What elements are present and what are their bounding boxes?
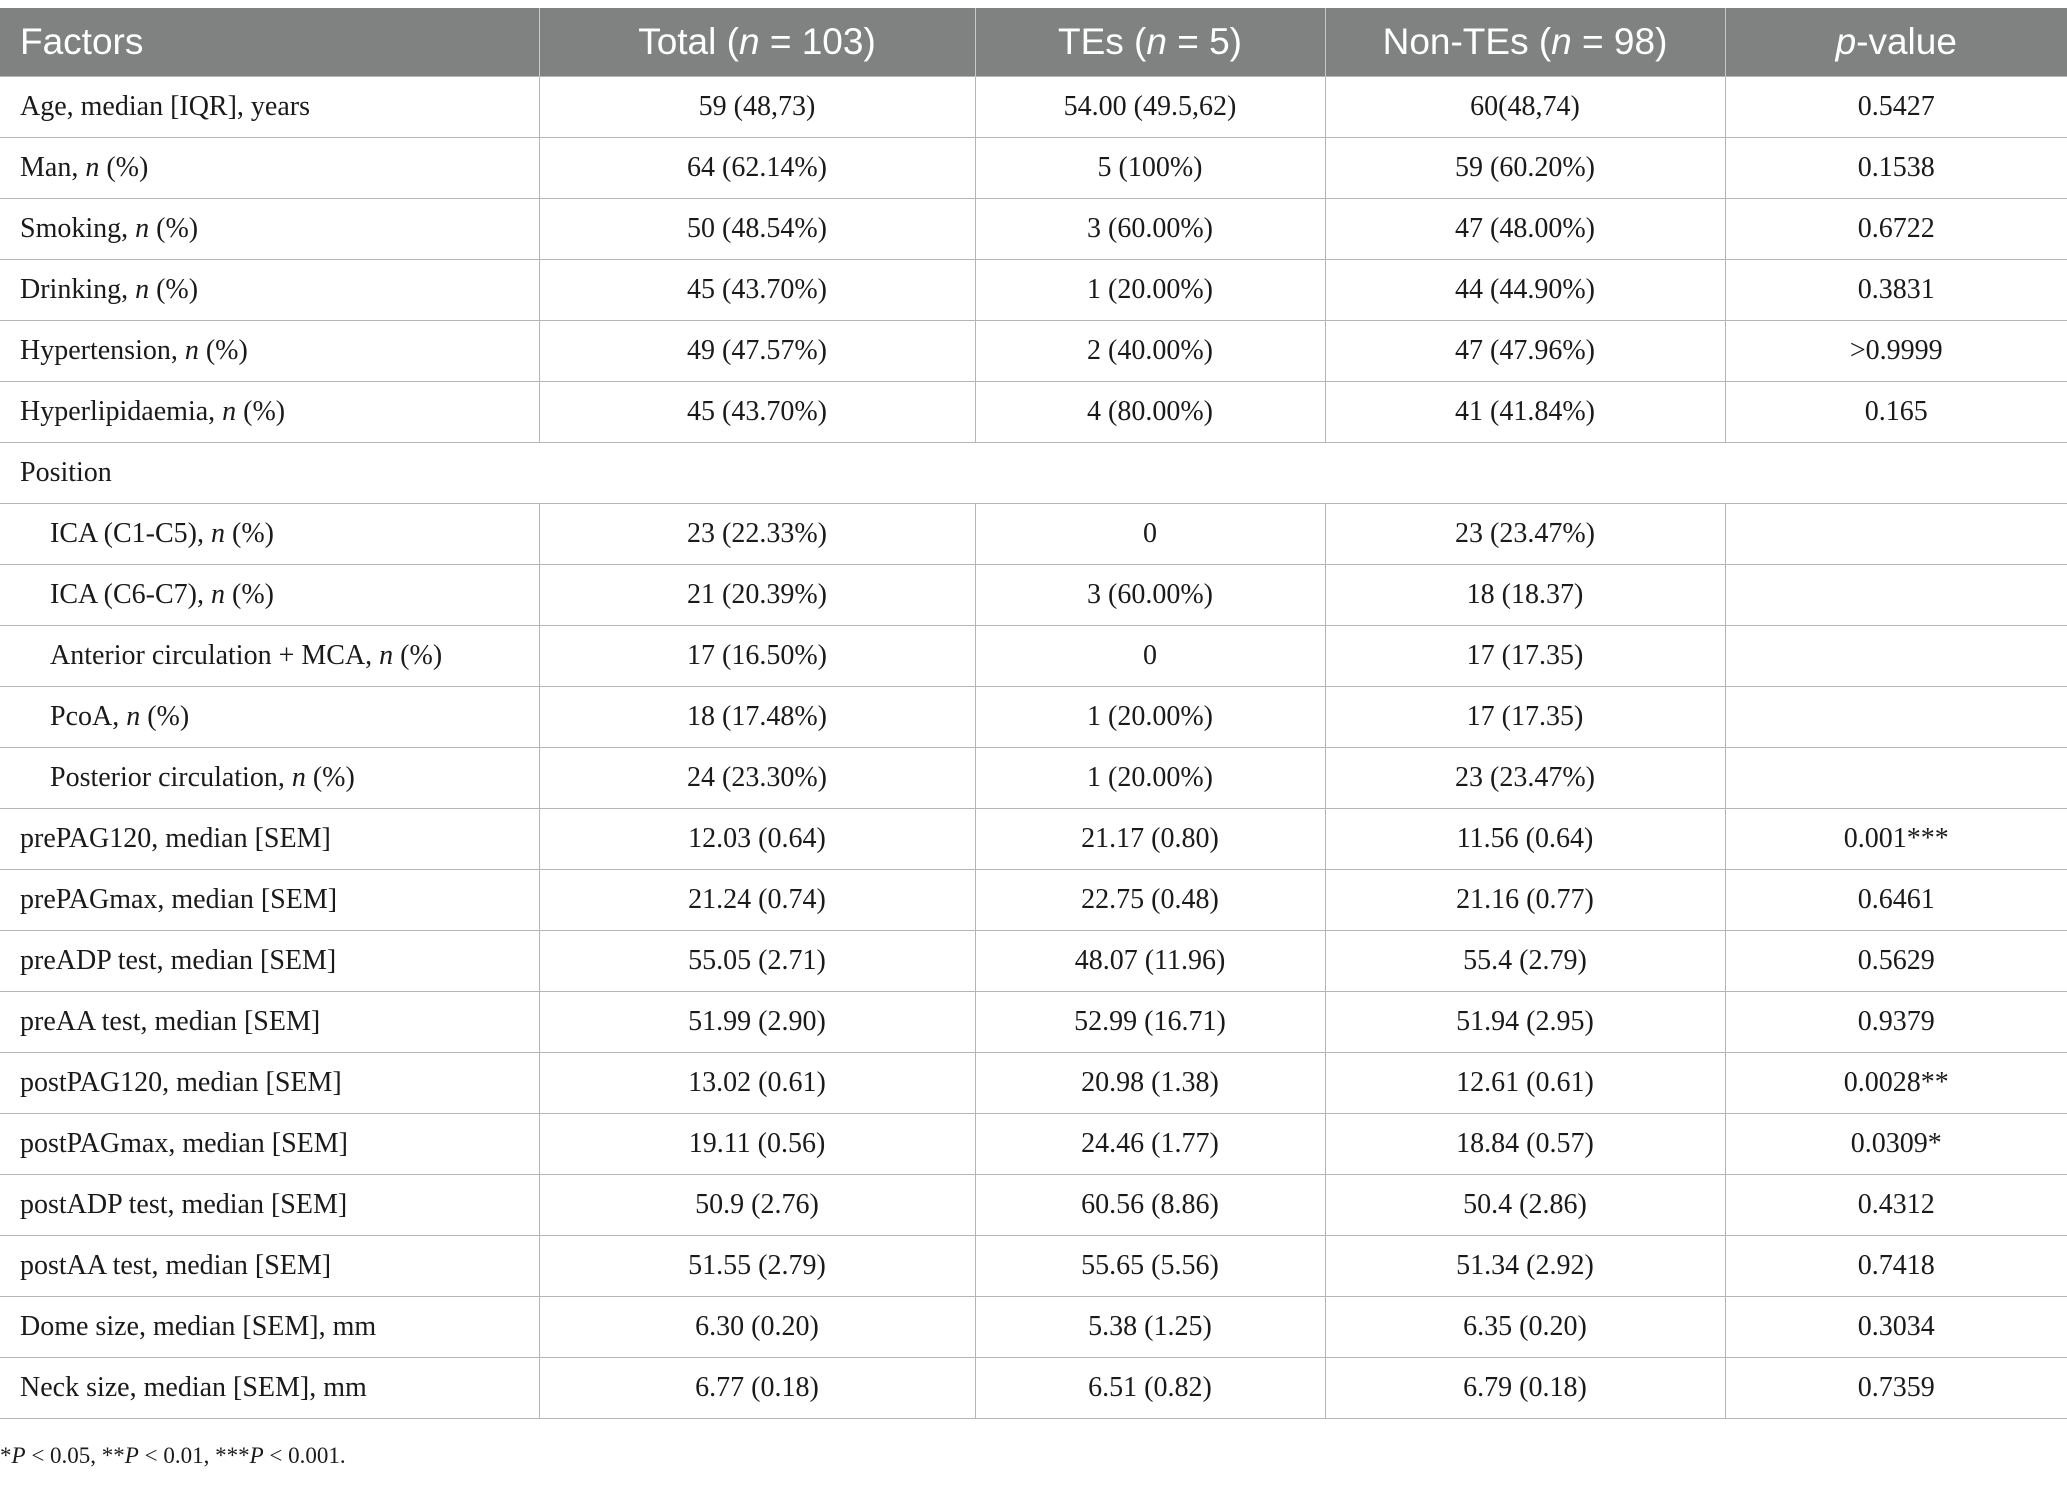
- header-row: [0, 8, 2067, 77]
- cell-tes: 3 (60.00%): [975, 199, 1325, 260]
- cell-non-tes: 59 (60.20%): [1325, 138, 1725, 199]
- cell-total: 6.77 (0.18): [539, 1358, 975, 1419]
- cell-p-value: 0.001***: [1725, 809, 2067, 870]
- cell-p-value: 0.6461: [1725, 870, 2067, 931]
- cell-tes: 52.99 (16.71): [975, 992, 1325, 1053]
- cell-p-value: 0.3831: [1725, 260, 2067, 321]
- cell-total: 12.03 (0.64): [539, 809, 975, 870]
- cell-non-tes: 41 (41.84%): [1325, 382, 1725, 443]
- cell-total: 64 (62.14%): [539, 138, 975, 199]
- cell-p-value: 0.0309*: [1725, 1114, 2067, 1175]
- row-label: Dome size, median [SEM], mm: [0, 1297, 539, 1358]
- cell-non-tes: 44 (44.90%): [1325, 260, 1725, 321]
- cell-non-tes: 12.61 (0.61): [1325, 1053, 1725, 1114]
- cell-p-value: 0.1538: [1725, 138, 2067, 199]
- row-label: ICA (C1-C5), n (%): [0, 504, 539, 565]
- table-row: [0, 138, 2067, 199]
- table-container: [0, 8, 2067, 1419]
- cell-total: 6.30 (0.20): [539, 1297, 975, 1358]
- table-row: [0, 504, 2067, 565]
- cell-total: 19.11 (0.56): [539, 1114, 975, 1175]
- table-row: [0, 809, 2067, 870]
- row-label: Hypertension, n (%): [0, 321, 539, 382]
- cell-p-value: 0.7418: [1725, 1236, 2067, 1297]
- cell-tes: 0: [975, 626, 1325, 687]
- row-label: PcoA, n (%): [0, 687, 539, 748]
- cell-total: 49 (47.57%): [539, 321, 975, 382]
- row-label: postADP test, median [SEM]: [0, 1175, 539, 1236]
- cell-tes: 20.98 (1.38): [975, 1053, 1325, 1114]
- row-label: prePAGmax, median [SEM]: [0, 870, 539, 931]
- cell-p-value: 0.6722: [1725, 199, 2067, 260]
- cell-p-value: [1725, 748, 2067, 809]
- cell-non-tes: 55.4 (2.79): [1325, 931, 1725, 992]
- row-label: prePAG120, median [SEM]: [0, 809, 539, 870]
- cell-total: 21.24 (0.74): [539, 870, 975, 931]
- row-label: preAA test, median [SEM]: [0, 992, 539, 1053]
- cell-non-tes: 51.94 (2.95): [1325, 992, 1725, 1053]
- row-label: postAA test, median [SEM]: [0, 1236, 539, 1297]
- cell-total: 18 (17.48%): [539, 687, 975, 748]
- table-row: [0, 931, 2067, 992]
- cell-total: 21 (20.39%): [539, 565, 975, 626]
- cell-tes: 54.00 (49.5,62): [975, 77, 1325, 138]
- row-label: postPAG120, median [SEM]: [0, 1053, 539, 1114]
- section-row-position: [0, 443, 2067, 504]
- data-table: [0, 8, 2067, 1419]
- cell-p-value: 0.5629: [1725, 931, 2067, 992]
- table-row: [0, 1236, 2067, 1297]
- cell-non-tes: 23 (23.47%): [1325, 504, 1725, 565]
- cell-non-tes: 6.79 (0.18): [1325, 1358, 1725, 1419]
- cell-total: 51.55 (2.79): [539, 1236, 975, 1297]
- header-factors: Factors: [0, 8, 539, 77]
- cell-total: 17 (16.50%): [539, 626, 975, 687]
- row-label: ICA (C6-C7), n (%): [0, 565, 539, 626]
- cell-p-value: 0.9379: [1725, 992, 2067, 1053]
- table-row: [0, 748, 2067, 809]
- table-footnote: *P < 0.05, **P < 0.01, ***P < 0.001.: [0, 1443, 346, 1468]
- header-tes: TEs (n = 5): [975, 8, 1325, 77]
- table-row: [0, 77, 2067, 138]
- cell-p-value: 0.3034: [1725, 1297, 2067, 1358]
- cell-non-tes: 51.34 (2.92): [1325, 1236, 1725, 1297]
- section-label: Position: [0, 443, 2067, 504]
- table-row: [0, 321, 2067, 382]
- cell-tes: 2 (40.00%): [975, 321, 1325, 382]
- cell-total: 45 (43.70%): [539, 382, 975, 443]
- table-row: [0, 870, 2067, 931]
- row-label: Age, median [IQR], years: [0, 77, 539, 138]
- cell-total: 13.02 (0.61): [539, 1053, 975, 1114]
- table-row: [0, 1297, 2067, 1358]
- table-row: [0, 260, 2067, 321]
- row-label: Anterior circulation + MCA, n (%): [0, 626, 539, 687]
- cell-tes: 55.65 (5.56): [975, 1236, 1325, 1297]
- cell-non-tes: 6.35 (0.20): [1325, 1297, 1725, 1358]
- cell-p-value: [1725, 565, 2067, 626]
- cell-p-value: 0.5427: [1725, 77, 2067, 138]
- cell-tes: 4 (80.00%): [975, 382, 1325, 443]
- cell-tes: 24.46 (1.77): [975, 1114, 1325, 1175]
- table-row: [0, 1053, 2067, 1114]
- cell-tes: 48.07 (11.96): [975, 931, 1325, 992]
- table-header: [0, 8, 2067, 77]
- table-row: [0, 626, 2067, 687]
- table-row: [0, 565, 2067, 626]
- table-row: [0, 199, 2067, 260]
- row-label: Drinking, n (%): [0, 260, 539, 321]
- cell-total: 50.9 (2.76): [539, 1175, 975, 1236]
- row-label: Posterior circulation, n (%): [0, 748, 539, 809]
- cell-p-value: >0.9999: [1725, 321, 2067, 382]
- table-row: [0, 382, 2067, 443]
- row-label: Man, n (%): [0, 138, 539, 199]
- table-row: [0, 1175, 2067, 1236]
- row-label: Neck size, median [SEM], mm: [0, 1358, 539, 1419]
- cell-p-value: [1725, 687, 2067, 748]
- cell-tes: 1 (20.00%): [975, 260, 1325, 321]
- cell-total: 24 (23.30%): [539, 748, 975, 809]
- cell-tes: 21.17 (0.80): [975, 809, 1325, 870]
- cell-tes: 60.56 (8.86): [975, 1175, 1325, 1236]
- cell-non-tes: 47 (47.96%): [1325, 321, 1725, 382]
- cell-tes: 22.75 (0.48): [975, 870, 1325, 931]
- header-total: Total (n = 103): [539, 8, 975, 77]
- cell-total: 55.05 (2.71): [539, 931, 975, 992]
- cell-p-value: [1725, 626, 2067, 687]
- cell-total: 51.99 (2.90): [539, 992, 975, 1053]
- cell-non-tes: 23 (23.47%): [1325, 748, 1725, 809]
- cell-tes: 5.38 (1.25): [975, 1297, 1325, 1358]
- row-label: Smoking, n (%): [0, 199, 539, 260]
- cell-tes: 3 (60.00%): [975, 565, 1325, 626]
- cell-non-tes: 17 (17.35): [1325, 687, 1725, 748]
- row-label: preADP test, median [SEM]: [0, 931, 539, 992]
- cell-tes: 1 (20.00%): [975, 687, 1325, 748]
- cell-total: 50 (48.54%): [539, 199, 975, 260]
- header-p-value: p-value: [1725, 8, 2067, 77]
- cell-non-tes: 47 (48.00%): [1325, 199, 1725, 260]
- cell-tes: 5 (100%): [975, 138, 1325, 199]
- table-row: [0, 687, 2067, 748]
- table-row: [0, 1114, 2067, 1175]
- cell-non-tes: 17 (17.35): [1325, 626, 1725, 687]
- cell-tes: 1 (20.00%): [975, 748, 1325, 809]
- table-row: [0, 992, 2067, 1053]
- cell-p-value: 0.0028**: [1725, 1053, 2067, 1114]
- cell-p-value: [1725, 504, 2067, 565]
- table-body: [0, 77, 2067, 1419]
- cell-non-tes: 18 (18.37): [1325, 565, 1725, 626]
- cell-non-tes: 11.56 (0.64): [1325, 809, 1725, 870]
- cell-total: 23 (22.33%): [539, 504, 975, 565]
- cell-total: 45 (43.70%): [539, 260, 975, 321]
- cell-p-value: 0.4312: [1725, 1175, 2067, 1236]
- cell-tes: 6.51 (0.82): [975, 1358, 1325, 1419]
- cell-non-tes: 18.84 (0.57): [1325, 1114, 1725, 1175]
- cell-p-value: 0.165: [1725, 382, 2067, 443]
- header-non-tes: Non-TEs (n = 98): [1325, 8, 1725, 77]
- row-label: Hyperlipidaemia, n (%): [0, 382, 539, 443]
- table-row: [0, 1358, 2067, 1419]
- cell-tes: 0: [975, 504, 1325, 565]
- cell-total: 59 (48,73): [539, 77, 975, 138]
- cell-non-tes: 21.16 (0.77): [1325, 870, 1725, 931]
- cell-p-value: 0.7359: [1725, 1358, 2067, 1419]
- row-label: postPAGmax, median [SEM]: [0, 1114, 539, 1175]
- cell-non-tes: 60(48,74): [1325, 77, 1725, 138]
- cell-non-tes: 50.4 (2.86): [1325, 1175, 1725, 1236]
